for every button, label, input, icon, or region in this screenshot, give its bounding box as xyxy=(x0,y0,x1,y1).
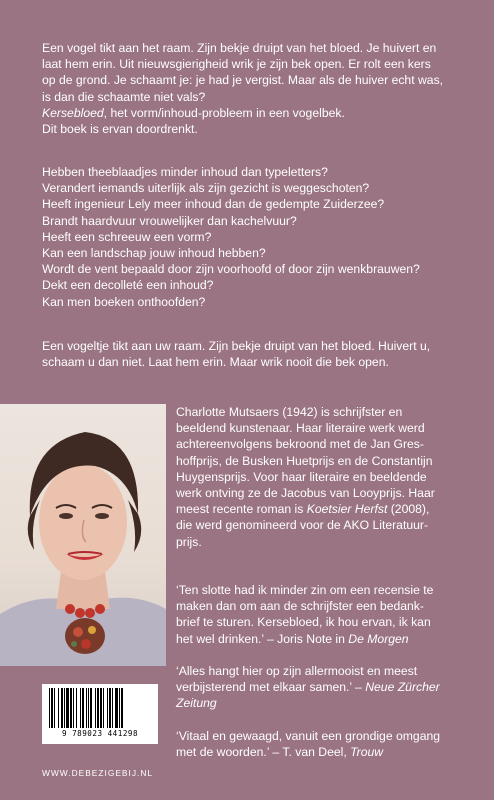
bio-line: Huygensprijs. Voor haar literaire en beeldende xyxy=(176,469,427,484)
barcode-bar xyxy=(73,688,74,728)
quote-line-part: met de woorden.’ – T. van Deel, xyxy=(176,745,351,760)
review-quote-trouw xyxy=(176,728,476,760)
question-line: Verandert iemands uiterlijk als zijn gezicht is weggeschoten? xyxy=(42,181,370,196)
barcode-bar xyxy=(66,688,69,728)
questions-list xyxy=(42,164,462,310)
author-photo xyxy=(0,404,166,666)
publisher-website: WWW.DEBEZIGEBIJ.NL xyxy=(42,768,154,778)
barcode-bar xyxy=(103,688,104,728)
barcode-bar xyxy=(80,688,81,728)
barcode-bar xyxy=(86,688,87,728)
isbn-barcode xyxy=(42,684,158,744)
barcode-bar xyxy=(70,688,72,728)
bio-line-part: meest recente roman is xyxy=(176,502,307,517)
barcode-bar xyxy=(100,688,102,728)
quote-line xyxy=(176,679,476,695)
question-line: Dekt een decolleté een inhoud? xyxy=(42,278,214,293)
bio-line: prijs. xyxy=(176,534,202,549)
quote-line: brief te sturen. Kersebloed, ik hou ervan, ik kan xyxy=(176,615,431,630)
barcode-bar xyxy=(90,688,92,728)
closing-line: Een vogeltje tikt aan uw raam. Zijn bekje druipt van het bloed. Huivert u, xyxy=(42,339,431,353)
barcode-bar xyxy=(51,688,53,728)
barcode-bar xyxy=(107,688,108,728)
publication-name: De Morgen xyxy=(348,631,409,646)
bio-line: hoffprijs, de Busken Huetprijs en de Constantijn xyxy=(176,453,433,468)
intro-line: op de grond. Je schaamt je: je had je vergist. Maar als de huiver echt was, xyxy=(42,73,444,88)
quote-line xyxy=(176,631,476,647)
novel-title: Koetsier Herfst xyxy=(306,502,388,517)
closing-text xyxy=(42,338,462,370)
barcode-bar xyxy=(121,688,123,728)
quote-line-part: het wel drinken.’ – Joris Note in xyxy=(176,631,349,646)
intro-line: is dan die schaamte niet vals? xyxy=(42,89,206,104)
bio-line xyxy=(176,501,476,517)
quote-line xyxy=(176,744,476,760)
question-line: Heeft ingenieur Lely meer inhoud dan de gedempte Zuiderzee? xyxy=(42,197,385,212)
barcode-bar xyxy=(97,688,99,728)
intro-line: Een vogel tikt aan het raam. Zijn bekje druipt van het bloed. Je huivert en xyxy=(42,41,437,55)
intro-line: laat hem erin. Uit nieuwsgierigheid wrik je zijn bek open. Er rolt een kers xyxy=(42,57,431,72)
intro-line: Dit boek is ervan doordrenkt. xyxy=(42,122,198,137)
barcode-bar xyxy=(115,688,118,728)
quote-line: maken dan om aan de schrijfster een bedank- xyxy=(176,599,424,614)
bio-line: achtereenvolgens bekroond met de Jan Gres- xyxy=(176,437,424,452)
barcode-bar xyxy=(76,688,77,728)
quote-line xyxy=(176,695,476,711)
bio-line: Charlotte Mutsaers (1942) is schrijfster en xyxy=(176,405,403,419)
barcode-bar xyxy=(88,688,89,728)
author-portrait-illustration xyxy=(0,404,166,666)
barcode-bar xyxy=(64,688,65,728)
bio-line: die werd genomineerd voor de AKO Literatuur- xyxy=(176,518,429,533)
question-line: Heeft een schreeuw een vorm? xyxy=(42,229,212,244)
barcode-bar xyxy=(112,688,113,728)
question-line: Brandt haardvuur vrouwelijker dan kachelvuur? xyxy=(42,213,297,228)
barcode-bar xyxy=(49,688,50,728)
quote-line: ‘Vitaal en gewaagd, vanuit een grondige omgang xyxy=(176,729,441,743)
barcode-bar xyxy=(54,688,55,728)
quote-line: ‘Alles hangt hier op zijn allermooist en meest xyxy=(176,664,418,678)
publication-name: Zeitung xyxy=(176,696,217,711)
author-bio xyxy=(176,404,476,550)
intro-line xyxy=(42,105,462,121)
bio-line-part: (2008), xyxy=(387,502,430,517)
intro-text xyxy=(42,40,462,137)
barcode-bar xyxy=(82,688,84,728)
question-line: Wordt de vent bepaald door zijn voorhoofd of door zijn wenkbrauwen? xyxy=(42,262,420,277)
book-title: Kersebloed xyxy=(42,105,104,120)
barcode-bar xyxy=(61,688,63,728)
barcode-bars xyxy=(47,688,153,728)
barcode-bar xyxy=(119,688,120,728)
barcode-bar xyxy=(58,688,59,728)
question-line: Kan men boeken onthoofden? xyxy=(42,294,206,309)
closing-line: schaam u dan niet. Laat hem erin. Maar wrik nooit die bek open. xyxy=(42,355,389,370)
review-quote-de-morgen xyxy=(176,582,476,647)
question-line: Hebben theeblaadjes minder inhoud dan typeletters? xyxy=(42,165,328,179)
quote-line-part: verbijsterend met elkaar samen.’ – xyxy=(176,680,366,695)
publication-name: Neue Zürcher xyxy=(365,680,440,695)
bio-line: werk ontving ze de Jacobus van Looyprijs. Haar xyxy=(176,486,435,501)
barcode-bar xyxy=(109,688,111,728)
isbn-number: 9 789023 441298 xyxy=(61,729,139,738)
publication-name: Trouw xyxy=(350,745,384,760)
barcode-bar xyxy=(95,688,96,728)
question-line: Kan een landschap jouw inhoud hebben? xyxy=(42,246,266,261)
quote-line: ‘Ten slotte had ik minder zin om een recensie te xyxy=(176,583,434,597)
intro-line-rest: , het vorm/inhoud-probleem in een vogelbek. xyxy=(103,105,345,120)
review-quote-nzz xyxy=(176,663,476,712)
bio-line: beeldend kunstenaar. Haar literaire werk werd xyxy=(176,421,425,436)
